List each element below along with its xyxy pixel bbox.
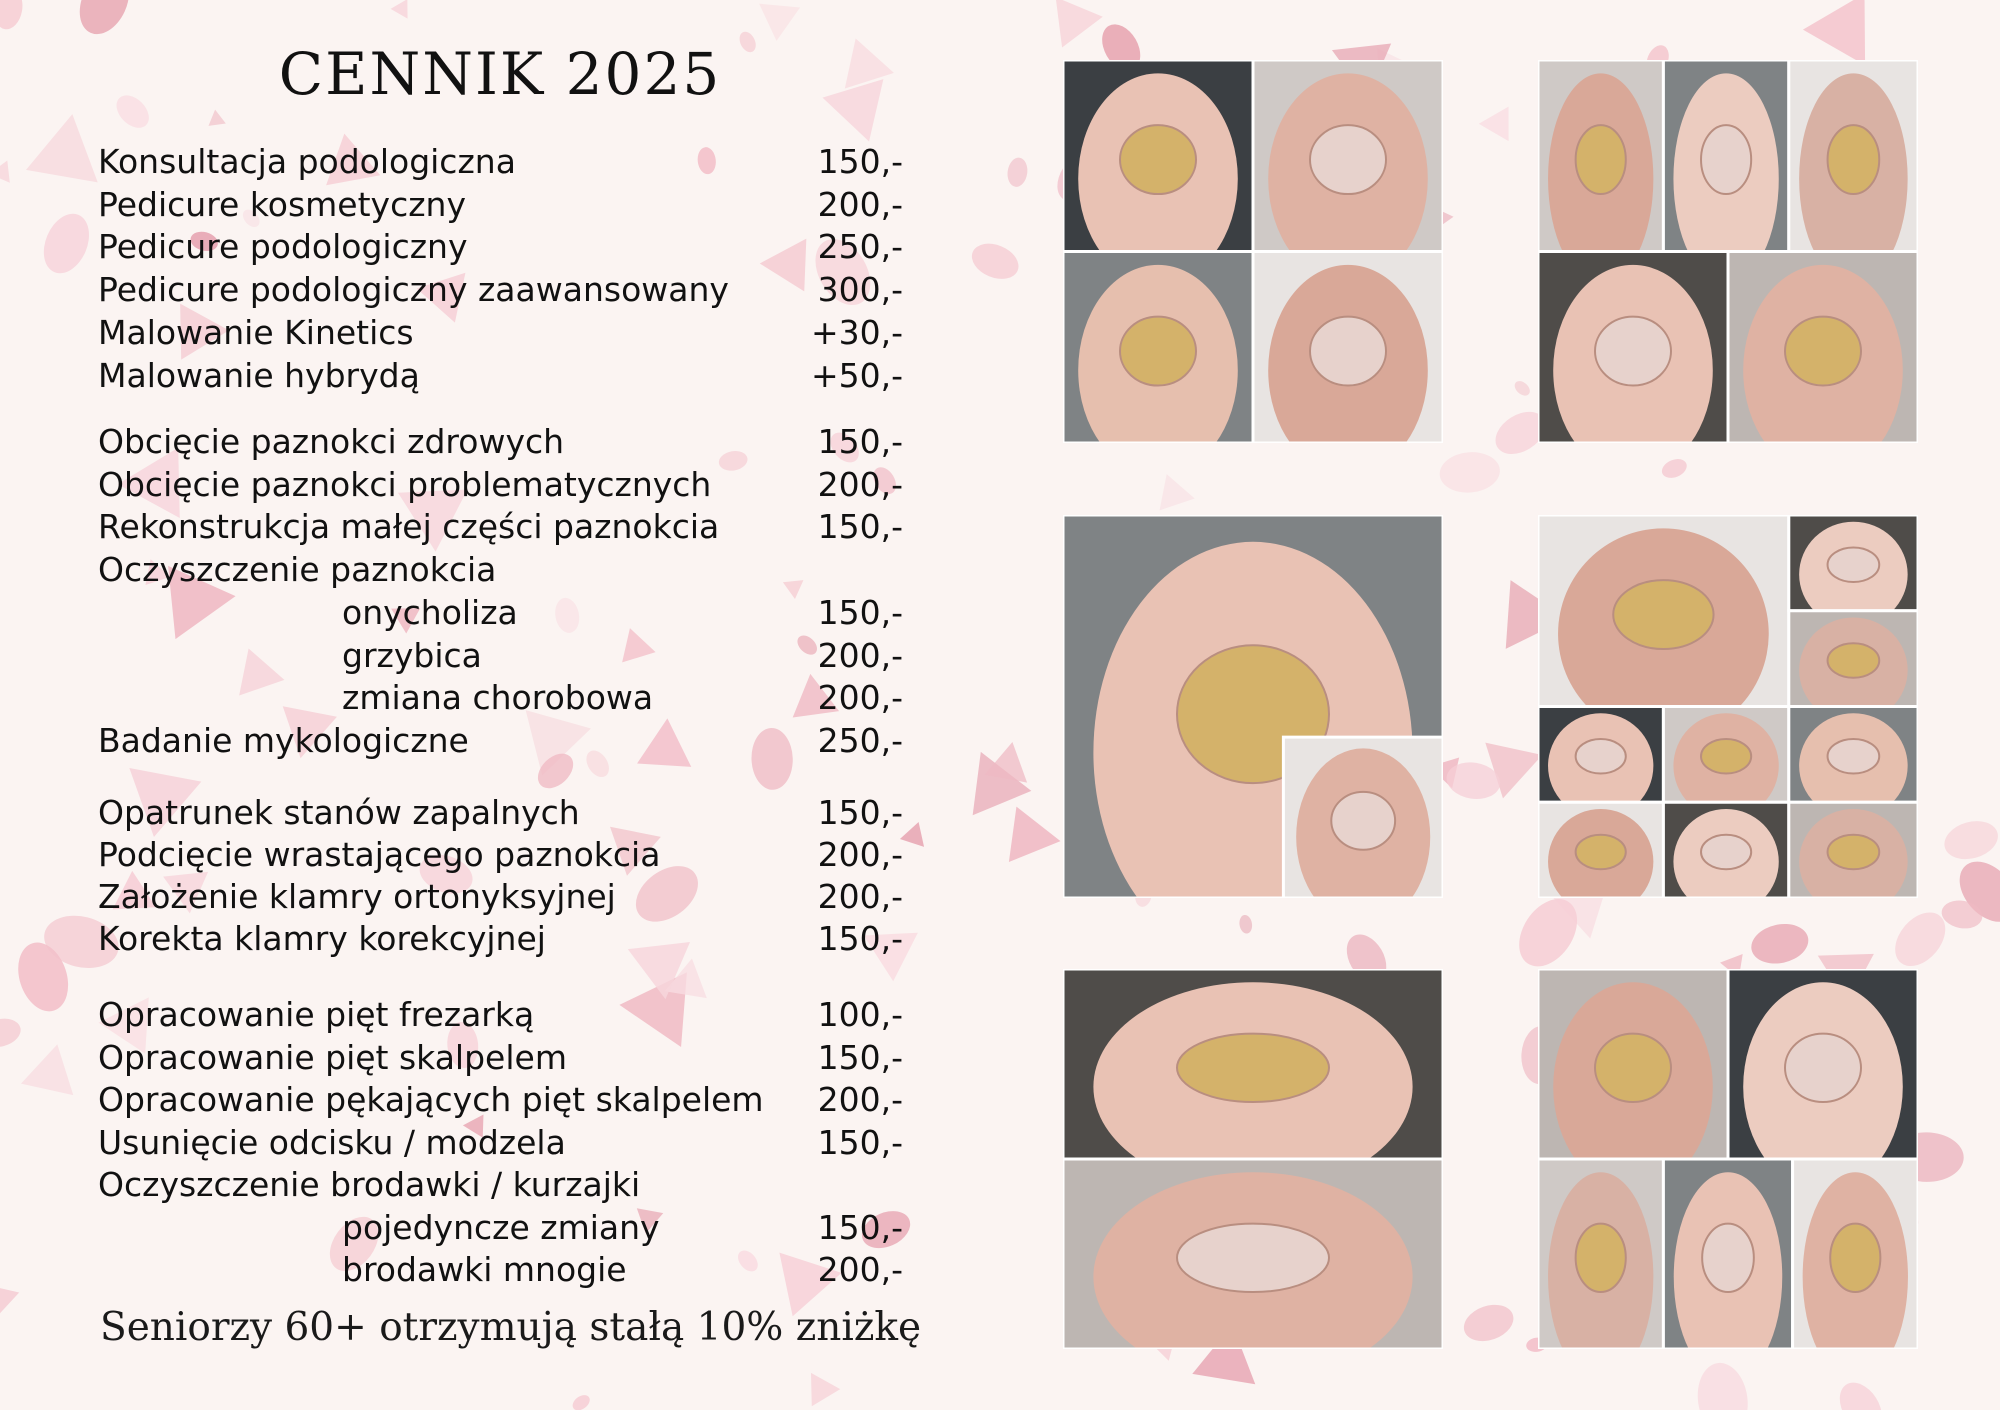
price-row: [98, 1080, 903, 1120]
service-price: 300,-: [817, 270, 903, 309]
price-row: [98, 793, 903, 833]
service-price: 150,-: [817, 793, 903, 832]
price-row: [98, 1250, 903, 1290]
service-price: 150,-: [817, 1123, 903, 1162]
service-name: Malowanie Kinetics: [98, 313, 414, 352]
service-name: Opatrunek stanów zapalnych: [98, 793, 580, 832]
service-name: pojedyncze zmiany: [342, 1208, 660, 1247]
price-row: [98, 919, 903, 959]
service-price: 100,-: [817, 995, 903, 1034]
service-price: 200,-: [817, 465, 903, 504]
service-name: Usunięcie odcisku / modzela: [98, 1123, 566, 1162]
price-row: [98, 835, 903, 875]
price-row: [98, 227, 903, 267]
service-name: brodawki mnogie: [342, 1250, 627, 1289]
price-row: [98, 995, 903, 1035]
service-name: Oczyszczenie brodawki / kurzajki: [98, 1165, 641, 1204]
service-price: 150,-: [817, 1038, 903, 1077]
price-row: [98, 185, 903, 225]
deformed-toes-collage: [1063, 969, 1443, 1349]
thickened-toenail-collage: [1538, 969, 1918, 1349]
service-price: 150,-: [817, 142, 903, 181]
price-row: [98, 1208, 903, 1248]
service-name: Konsultacja podologiczna: [98, 142, 516, 181]
price-row: [98, 636, 903, 676]
service-name: grzybica: [342, 636, 482, 675]
service-name: Opracowanie pękających pięt skalpelem: [98, 1080, 764, 1119]
service-name: Obcięcie paznokci zdrowych: [98, 422, 565, 461]
fingernail-treatment-collage: [1538, 60, 1918, 443]
service-price: 150,-: [817, 1208, 903, 1247]
service-name: Korekta klamry korekcyjnej: [98, 919, 546, 958]
service-name: zmiana chorobowa: [342, 678, 654, 717]
service-price: 200,-: [817, 678, 903, 717]
service-price: 150,-: [817, 422, 903, 461]
service-price: 150,-: [817, 919, 903, 958]
service-price: 200,-: [817, 877, 903, 916]
price-row: [98, 422, 903, 462]
service-name: Pedicure podologiczny: [98, 227, 468, 266]
service-name: onycholiza: [342, 593, 518, 632]
ingrown-toenail-collage: [1063, 515, 1443, 898]
service-price: 200,-: [817, 835, 903, 874]
service-name: Pedicure podologiczny zaawansowany: [98, 270, 729, 309]
service-name: Opracowanie pięt skalpelem: [98, 1038, 567, 1077]
service-name: Pedicure kosmetyczny: [98, 185, 466, 224]
price-row: [98, 721, 903, 761]
service-name: Obcięcie paznokci problematycznych: [98, 465, 712, 504]
price-row: [98, 877, 903, 917]
price-row: [98, 1123, 903, 1163]
price-row: [98, 1165, 903, 1205]
price-row: [98, 356, 903, 396]
service-name: Badanie mykologiczne: [98, 721, 469, 760]
service-price: 250,-: [817, 721, 903, 760]
price-row: [98, 270, 903, 310]
price-list: [98, 0, 908, 1300]
service-name: Malowanie hybrydą: [98, 356, 420, 395]
service-name: Rekonstrukcja małej części paznokcia: [98, 507, 720, 546]
price-row: [98, 142, 903, 182]
service-name: Oczyszczenie paznokcia: [98, 550, 497, 589]
price-row: [98, 313, 903, 353]
price-row: [98, 507, 903, 547]
service-price: 150,-: [817, 507, 903, 546]
service-price: 250,-: [817, 227, 903, 266]
toenail-progress-collage: [1538, 515, 1918, 898]
price-row: [98, 465, 903, 505]
service-name: Założenie klamry ortonyksyjnej: [98, 877, 616, 916]
service-price: 200,-: [817, 185, 903, 224]
service-name: Podcięcie wrastającego paznokcia: [98, 835, 661, 874]
price-row: [98, 1038, 903, 1078]
price-row: [98, 550, 903, 590]
service-name: Opracowanie pięt frezarką: [98, 995, 535, 1034]
price-row: [98, 678, 903, 718]
service-price: +50,-: [810, 356, 903, 395]
toenail-treatment-collage-1: [1063, 60, 1443, 443]
senior-discount-note: Seniorzy 60+ otrzymują stałą 10% zniżkę: [100, 1305, 922, 1350]
page-title: CENNIK 2025: [278, 40, 722, 108]
service-price: 200,-: [817, 1250, 903, 1289]
service-price: +30,-: [810, 313, 903, 352]
service-price: 200,-: [817, 1080, 903, 1119]
price-row: [98, 593, 903, 633]
service-price: 150,-: [817, 593, 903, 632]
service-price: 200,-: [817, 636, 903, 675]
